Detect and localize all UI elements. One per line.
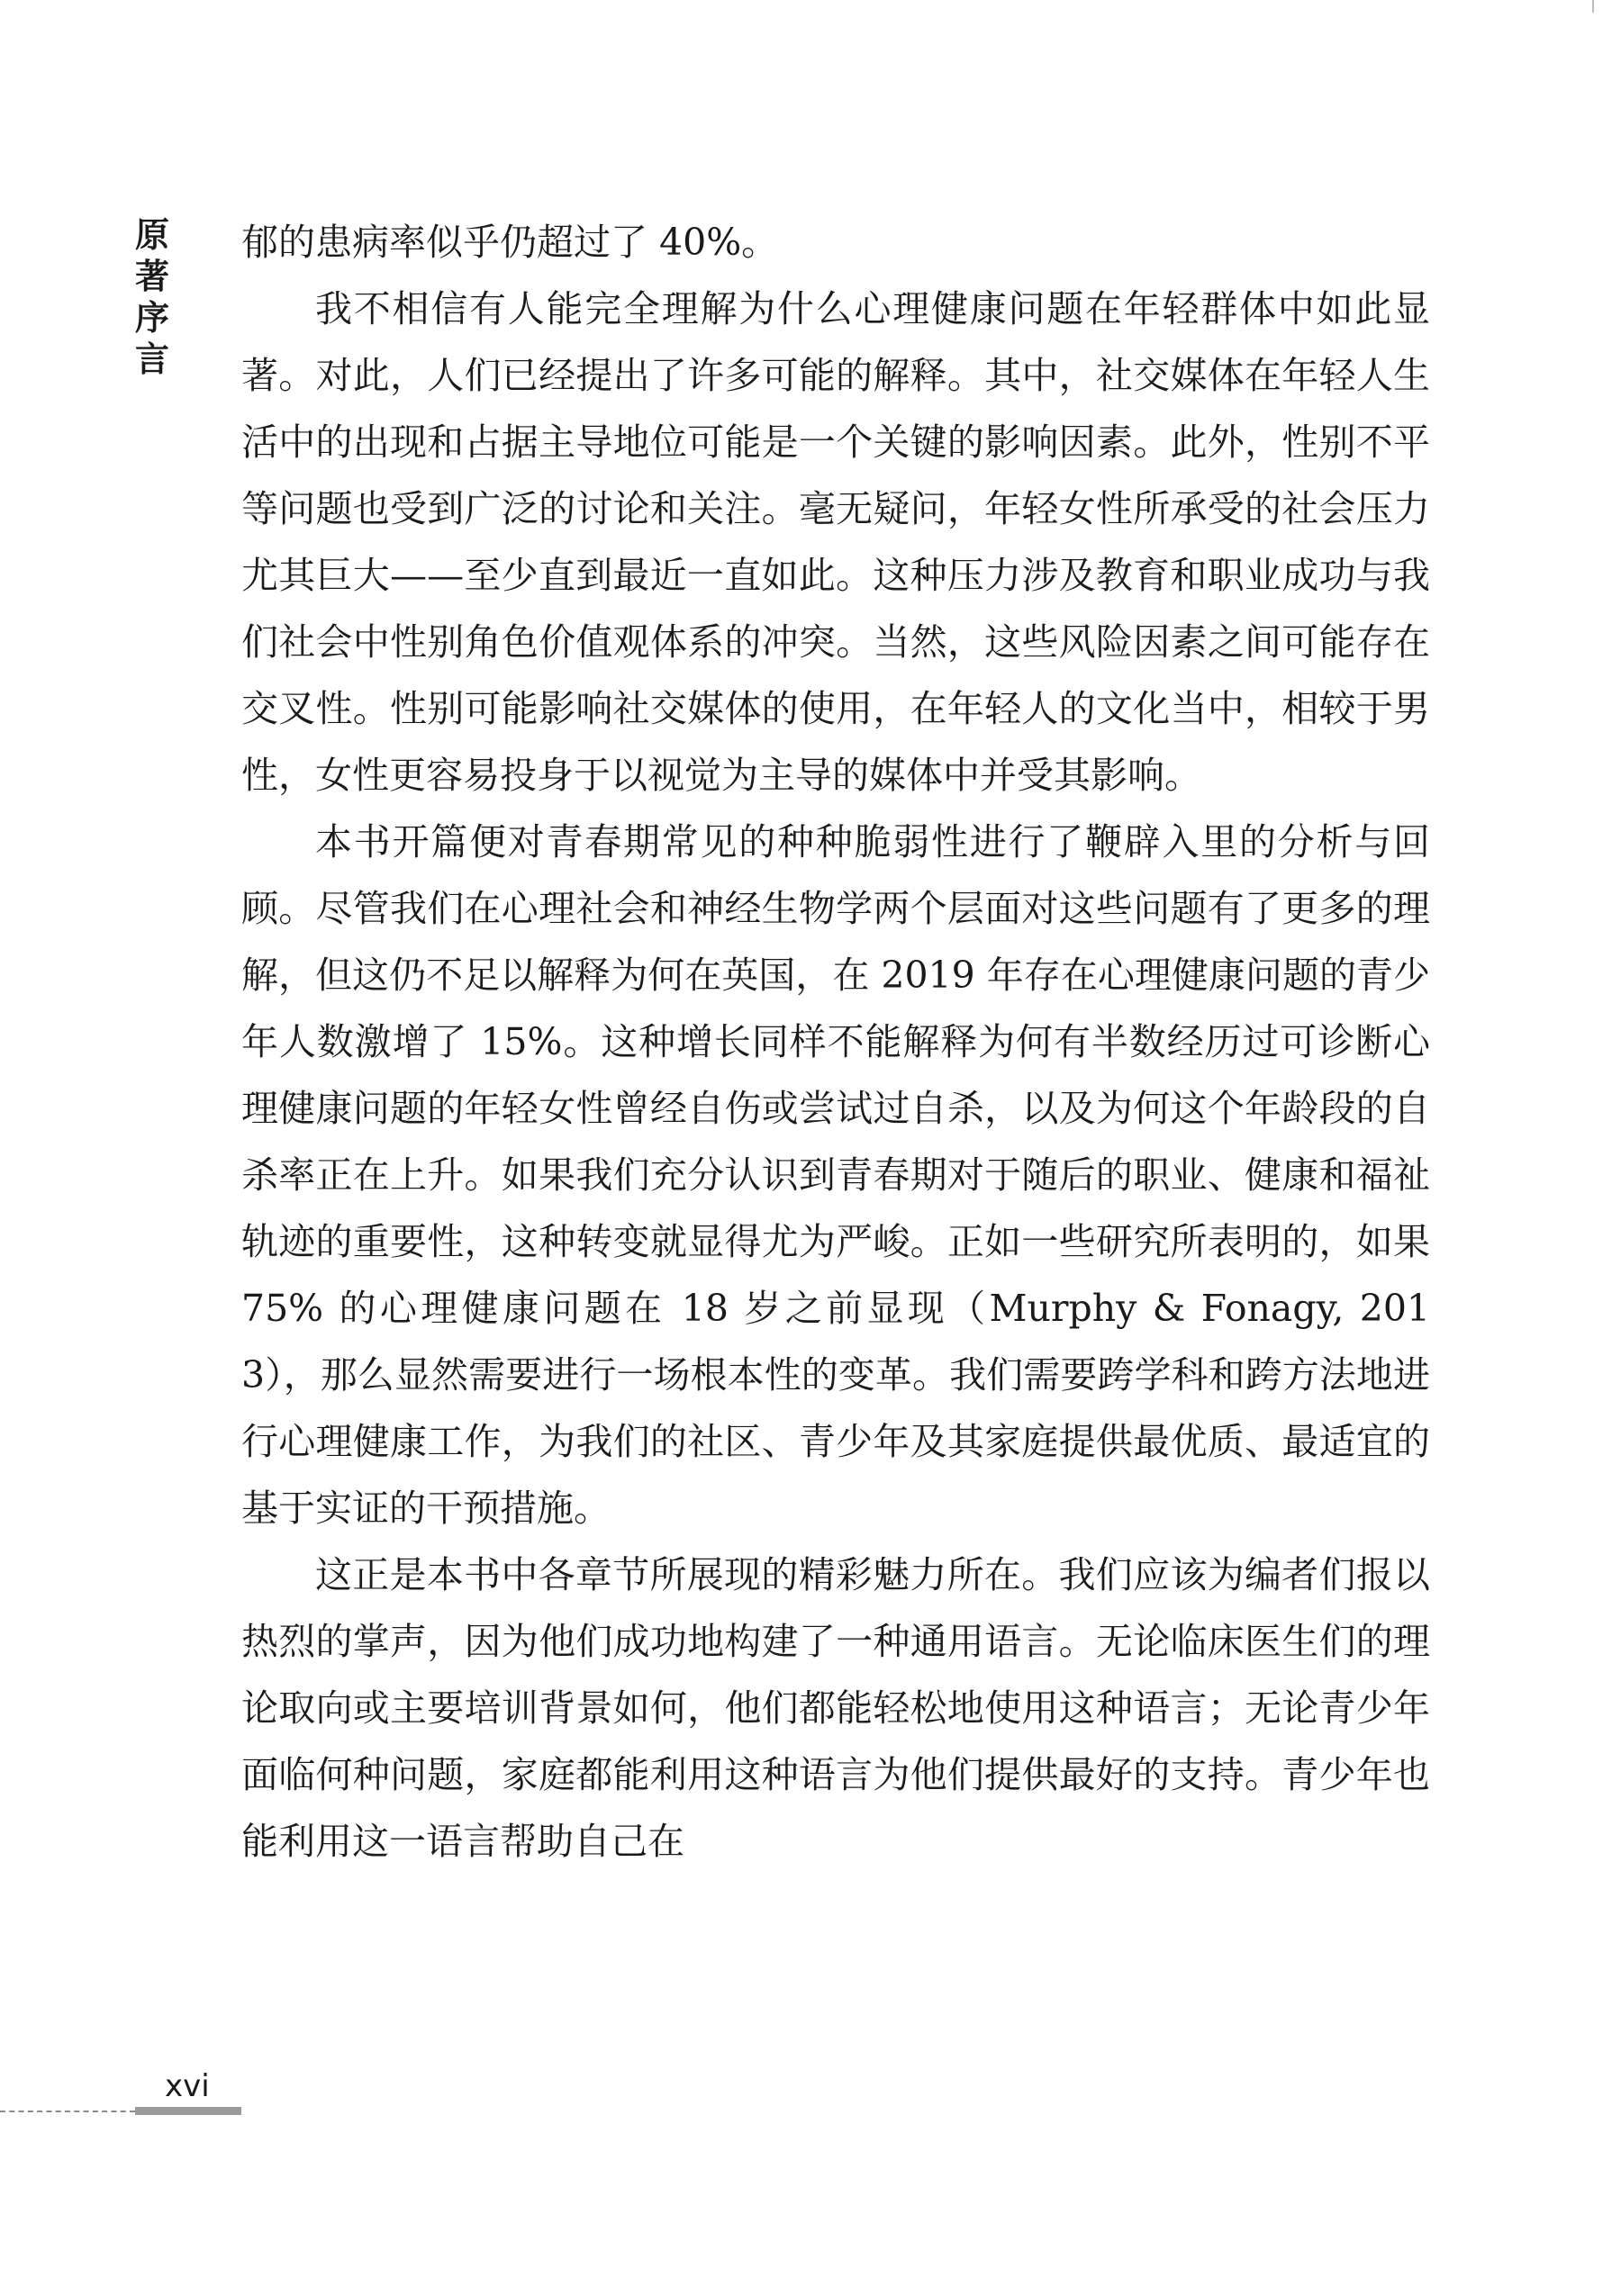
paragraph-2: 我不相信有人能完全理解为什么心理健康问题在年轻群体中如此显著。对此，人们已经提出了许多可能的解释。其中，社交媒体在年轻人生活中的出现和占据主导地位可能是一个关键的影响因素。此外，性别不平等问题也受到广泛的讨论和关注。毫无疑问，年轻女性所承受的社会压力尤其巨大——至少直到最近一直如此。这种压力涉及教育和职业成功与我们社会中性别角色价值观体系的冲突。当然，这些风险因素之间可能存在交叉性。性别可能影响社交媒体的使用，在年轻人的文化当中，相较于男性，女性更容易投身于以视觉为主导的媒体中并受其影响。 [241,287,1430,797]
body-text [241,209,1430,1875]
crop-mark [1592,0,1594,13]
paragraph-1: 郁的患病率似乎仍超过了 40%。 [241,221,779,264]
page-number: xvi [165,2068,210,2104]
section-side-label: 原著序言 [134,215,169,379]
footer-dashed-rule [0,2111,135,2112]
footer-solid-bar [135,2107,241,2115]
paragraph-4: 这正是本书中各章节所展现的精彩魅力所在。我们应该为编者们报以热烈的掌声，因为他们成功地构建了一种通用语言。无论临床医生们的理论取向或主要培训背景如何，他们都能轻松地使用这种语言；无论青少年面临何种问题，家庭都能利用这种语言为他们提供最好的支持。青少年也能利用这一语言帮助自己在 [241,1553,1430,1863]
paragraph-3: 本书开篇便对青春期常见的种种脆弱性进行了鞭辟入里的分析与回顾。尽管我们在心理社会和神经生物学两个层面对这些问题有了更多的理解，但这仍不足以解释为何在英国，在 2019 年存在心理健康问题的青少年人数激增了 15%。这种增长同样不能解释为何有半数经历过可诊断心理健康问题的年轻女性曾经自伤或尝试过自杀，以及为何这个年龄段的自杀率正在上升。如果我们充分认识到青春期对于随后的职业、健康和福祉轨迹的重要性，这种转变就显得尤为严峻。正如一些研究所表明的，如果 75% 的心理健康问题在 18 岁之前显现（Murphy & Fonagy, 2013），那么显然需要进行一场根本性的变革。我们需要跨学科和跨方法地进行心理健康工作，为我们的社区、青少年及其家庭提供最优质、最适宜的基于实证的干预措施。 [241,820,1430,1530]
